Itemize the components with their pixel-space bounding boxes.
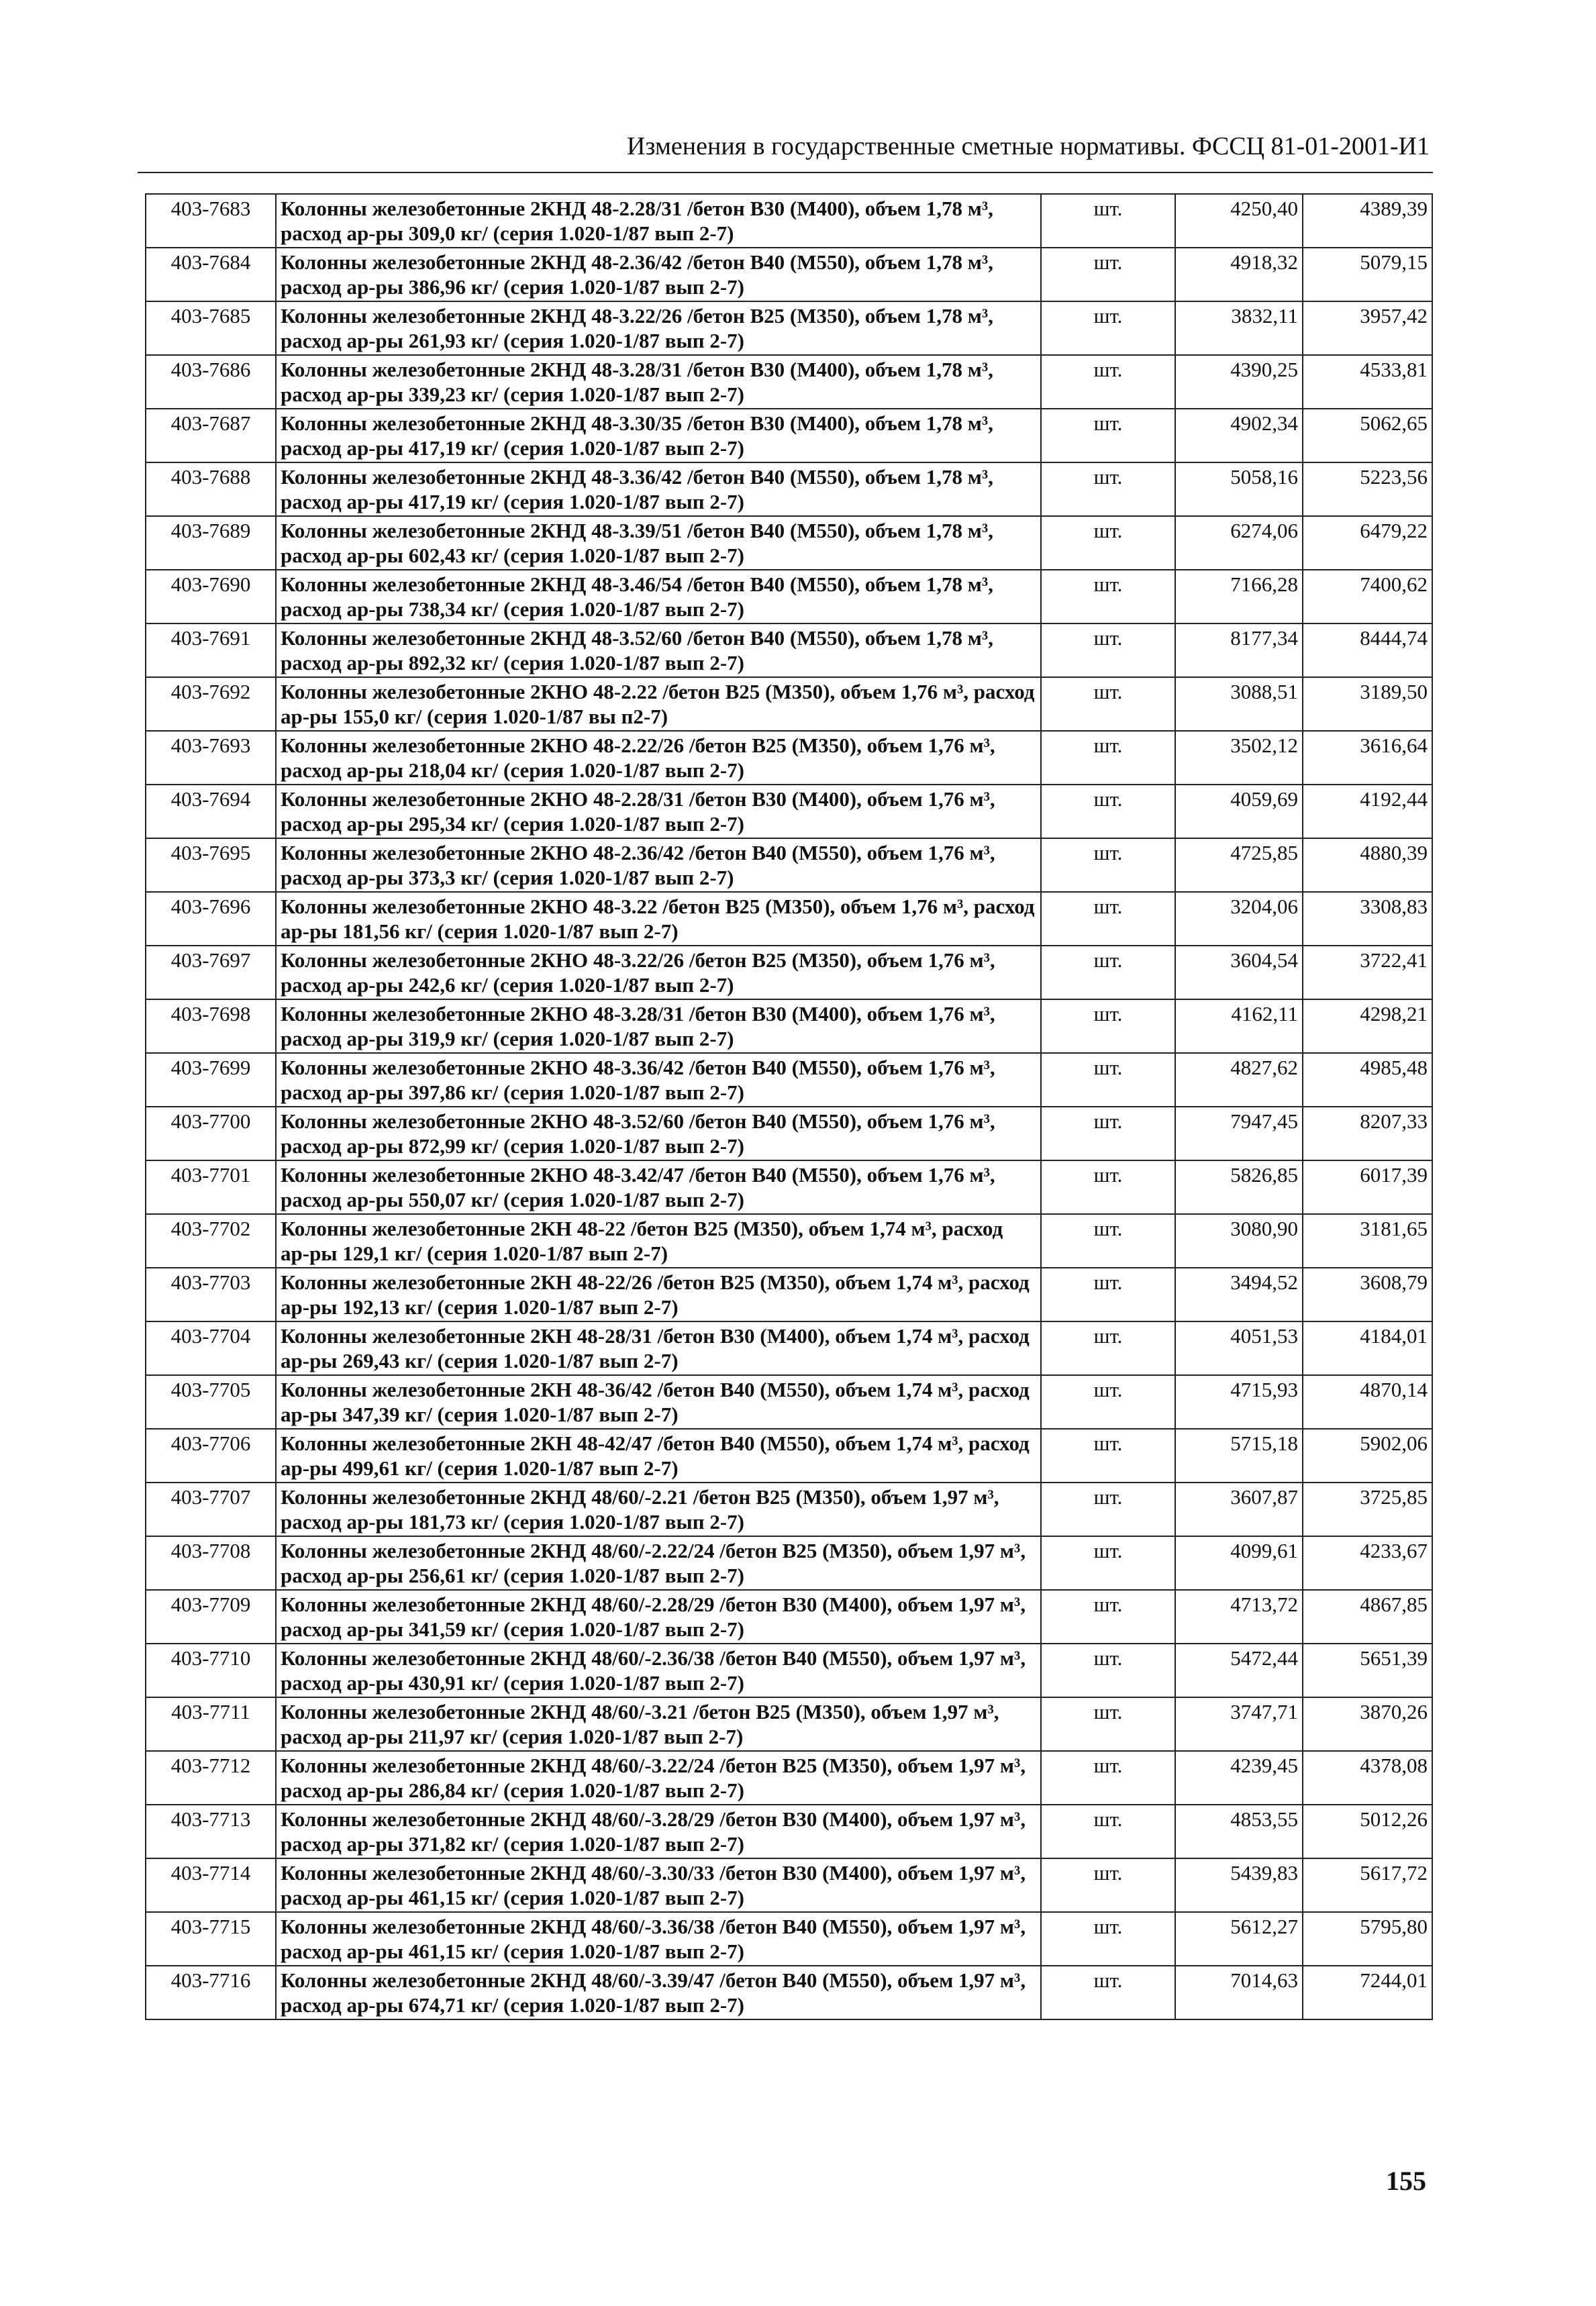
price-cell-2: 5012,26 [1303,1805,1432,1858]
table-row [146,516,1432,570]
price-cell-1: 4059,69 [1175,785,1303,838]
resource-code: 403-7713 [146,1805,276,1858]
price-cell-1: 4162,11 [1175,999,1303,1053]
price-cell-1: 7014,63 [1175,1966,1303,2019]
unit-cell: шт. [1041,462,1175,516]
unit-cell: шт. [1041,623,1175,677]
unit-cell: шт. [1041,248,1175,301]
price-cell-1: 3502,12 [1175,731,1303,785]
unit-cell: шт. [1041,516,1175,570]
unit-cell: шт. [1041,999,1175,1053]
table-row [146,892,1432,946]
resource-code: 403-7705 [146,1375,276,1429]
price-cell-2: 3616,64 [1303,731,1432,785]
price-cell-1: 5058,16 [1175,462,1303,516]
resource-description: Колонны железобетонные 2КНО 48-2.36/42 /бетон В40 (М550), объем 1,76 м³, расход ар-ры 373,3 кг/ (серия 1.020-1/87 вып 2-7) [276,838,1041,892]
unit-cell: шт. [1041,409,1175,462]
resource-description: Колонны железобетонные 2КНД 48/60/-2.21 /бетон В25 (М350), объем 1,97 м³, расход ар-ры 181,73 кг/ (серия 1.020-1/87 вып 2-7) [276,1483,1041,1536]
price-cell-2: 4192,44 [1303,785,1432,838]
resource-code: 403-7708 [146,1536,276,1590]
price-cell-2: 4867,85 [1303,1590,1432,1644]
resource-description: Колонны железобетонные 2КНД 48/60/-2.28/29 /бетон В30 (М400), объем 1,97 м³, расход ар-ры 341,59 кг/ (серия 1.020-1/87 вып 2-7) [276,1590,1041,1644]
unit-cell: шт. [1041,1751,1175,1805]
table-row [146,1644,1432,1697]
unit-cell: шт. [1041,1858,1175,1912]
price-cell-2: 7400,62 [1303,570,1432,623]
price-cell-1: 4390,25 [1175,355,1303,409]
table-row [146,1268,1432,1321]
table-row [146,1751,1432,1805]
unit-cell: шт. [1041,1590,1175,1644]
price-cell-1: 4827,62 [1175,1053,1303,1107]
price-table [145,193,1433,2020]
price-cell-1: 3080,90 [1175,1214,1303,1268]
unit-cell: шт. [1041,570,1175,623]
price-cell-1: 4725,85 [1175,838,1303,892]
unit-cell: шт. [1041,1805,1175,1858]
price-cell-1: 4713,72 [1175,1590,1303,1644]
price-cell-2: 5223,56 [1303,462,1432,516]
resource-code: 403-7696 [146,892,276,946]
table-row [146,838,1432,892]
table-row [146,462,1432,516]
resource-description: Колонны железобетонные 2КНД 48/60/-2.36/38 /бетон В40 (М550), объем 1,97 м³, расход ар-ры 430,91 кг/ (серия 1.020-1/87 вып 2-7) [276,1644,1041,1697]
resource-description: Колонны железобетонные 2КНД 48-3.52/60 /бетон В40 (М550), объем 1,78 м³, расход ар-ры 892,32 кг/ (серия 1.020-1/87 вып 2-7) [276,623,1041,677]
resource-description: Колонны железобетонные 2КНД 48/60/-2.22/24 /бетон В25 (М350), объем 1,97 м³, расход ар-ры 256,61 кг/ (серия 1.020-1/87 вып 2-7) [276,1536,1041,1590]
price-cell-1: 4239,45 [1175,1751,1303,1805]
resource-description: Колонны железобетонные 2КНО 48-2.22 /бетон В25 (М350), объем 1,76 м³, расход ар-ры 155,0 кг/ (серия 1.020-1/87 вы п2-7) [276,677,1041,731]
table-row [146,1483,1432,1536]
table-row [146,1053,1432,1107]
unit-cell: шт. [1041,1429,1175,1483]
price-cell-1: 3607,87 [1175,1483,1303,1536]
resource-code: 403-7715 [146,1912,276,1966]
table-row [146,785,1432,838]
unit-cell: шт. [1041,355,1175,409]
price-cell-2: 7244,01 [1303,1966,1432,2019]
price-cell-2: 3308,83 [1303,892,1432,946]
price-cell-2: 5079,15 [1303,248,1432,301]
price-cell-2: 6017,39 [1303,1160,1432,1214]
price-cell-1: 8177,34 [1175,623,1303,677]
resource-code: 403-7695 [146,838,276,892]
unit-cell: шт. [1041,1483,1175,1536]
price-cell-2: 3608,79 [1303,1268,1432,1321]
price-cell-2: 3957,42 [1303,301,1432,355]
table-row [146,999,1432,1053]
price-cell-1: 3204,06 [1175,892,1303,946]
price-cell-2: 3870,26 [1303,1697,1432,1751]
price-cell-2: 3189,50 [1303,677,1432,731]
price-cell-2: 4184,01 [1303,1321,1432,1375]
unit-cell: шт. [1041,1268,1175,1321]
table-row [146,194,1432,248]
resource-code: 403-7703 [146,1268,276,1321]
table-row [146,301,1432,355]
unit-cell: шт. [1041,946,1175,999]
unit-cell: шт. [1041,1697,1175,1751]
resource-code: 403-7707 [146,1483,276,1536]
price-cell-2: 4233,67 [1303,1536,1432,1590]
resource-code: 403-7702 [146,1214,276,1268]
table-row [146,731,1432,785]
resource-code: 403-7683 [146,194,276,248]
price-cell-2: 4389,39 [1303,194,1432,248]
page-header: Изменения в государственные сметные нормативы. ФССЦ 81-01-2001-И1 [626,132,1430,160]
price-cell-1: 4051,53 [1175,1321,1303,1375]
table-row [146,1858,1432,1912]
unit-cell: шт. [1041,785,1175,838]
price-cell-2: 5617,72 [1303,1858,1432,1912]
price-cell-1: 3494,52 [1175,1268,1303,1321]
price-cell-2: 4378,08 [1303,1751,1432,1805]
table-row [146,1321,1432,1375]
unit-cell: шт. [1041,1375,1175,1429]
resource-description: Колонны железобетонные 2КНД 48-3.28/31 /бетон В30 (М400), объем 1,78 м³, расход ар-ры 339,23 кг/ (серия 1.020-1/87 вып 2-7) [276,355,1041,409]
unit-cell: шт. [1041,1214,1175,1268]
unit-cell: шт. [1041,1107,1175,1160]
resource-description: Колонны железобетонные 2КНД 48-3.30/35 /бетон В30 (М400), объем 1,78 м³, расход ар-ры 417,19 кг/ (серия 1.020-1/87 вып 2-7) [276,409,1041,462]
resource-code: 403-7688 [146,462,276,516]
table-row [146,355,1432,409]
resource-code: 403-7691 [146,623,276,677]
resource-description: Колонны железобетонные 2КНД 48-2.36/42 /бетон В40 (М550), объем 1,78 м³, расход ар-ры 386,96 кг/ (серия 1.020-1/87 вып 2-7) [276,248,1041,301]
table-row [146,1590,1432,1644]
resource-code: 403-7714 [146,1858,276,1912]
resource-description: Колонны железобетонные 2КНО 48-3.22/26 /бетон В25 (М350), объем 1,76 м³, расход ар-ры 242,6 кг/ (серия 1.020-1/87 вып 2-7) [276,946,1041,999]
price-cell-2: 4870,14 [1303,1375,1432,1429]
resource-code: 403-7701 [146,1160,276,1214]
price-cell-1: 4099,61 [1175,1536,1303,1590]
unit-cell: шт. [1041,1321,1175,1375]
unit-cell: шт. [1041,677,1175,731]
resource-code: 403-7704 [146,1321,276,1375]
unit-cell: шт. [1041,892,1175,946]
resource-code: 403-7716 [146,1966,276,2019]
resource-description: Колонны железобетонные 2КН 48-36/42 /бетон В40 (М550), объем 1,74 м³, расход ар-ры 347,39 кг/ (серия 1.020-1/87 вып 2-7) [276,1375,1041,1429]
resource-code: 403-7710 [146,1644,276,1697]
table-row [146,1214,1432,1268]
unit-cell: шт. [1041,1160,1175,1214]
price-table-body [146,194,1432,2019]
resource-code: 403-7694 [146,785,276,838]
resource-code: 403-7685 [146,301,276,355]
price-cell-2: 6479,22 [1303,516,1432,570]
price-cell-1: 5715,18 [1175,1429,1303,1483]
price-cell-1: 4853,55 [1175,1805,1303,1858]
price-cell-2: 3181,65 [1303,1214,1432,1268]
resource-code: 403-7699 [146,1053,276,1107]
resource-description: Колонны железобетонные 2КНД 48/60/-3.22/24 /бетон В25 (М350), объем 1,97 м³, расход ар-ры 286,84 кг/ (серия 1.020-1/87 вып 2-7) [276,1751,1041,1805]
table-row [146,1966,1432,2019]
price-cell-2: 5902,06 [1303,1429,1432,1483]
table-row [146,1160,1432,1214]
resource-code: 403-7687 [146,409,276,462]
price-cell-1: 4250,40 [1175,194,1303,248]
unit-cell: шт. [1041,838,1175,892]
resource-code: 403-7690 [146,570,276,623]
price-cell-1: 5472,44 [1175,1644,1303,1697]
table-row [146,1536,1432,1590]
price-cell-1: 4715,93 [1175,1375,1303,1429]
price-cell-1: 3747,71 [1175,1697,1303,1751]
price-cell-2: 4533,81 [1303,355,1432,409]
unit-cell: шт. [1041,1053,1175,1107]
table-row [146,1429,1432,1483]
table-row [146,1805,1432,1858]
resource-description: Колонны железобетонные 2КНД 48-3.22/26 /бетон В25 (М350), объем 1,78 м³, расход ар-ры 261,93 кг/ (серия 1.020-1/87 вып 2-7) [276,301,1041,355]
resource-description: Колонны железобетонные 2КНД 48-3.36/42 /бетон В40 (М550), объем 1,78 м³, расход ар-ры 417,19 кг/ (серия 1.020-1/87 вып 2-7) [276,462,1041,516]
table-row [146,946,1432,999]
resource-code: 403-7692 [146,677,276,731]
table-row [146,570,1432,623]
resource-code: 403-7686 [146,355,276,409]
price-cell-1: 7166,28 [1175,570,1303,623]
page-number: 155 [1386,2166,1426,2196]
price-cell-1: 3088,51 [1175,677,1303,731]
unit-cell: шт. [1041,1912,1175,1966]
resource-description: Колонны железобетонные 2КН 48-22 /бетон В25 (М350), объем 1,74 м³, расход ар-ры 129,1 кг/ (серия 1.020-1/87 вып 2-7) [276,1214,1041,1268]
unit-cell: шт. [1041,1644,1175,1697]
resource-description: Колонны железобетонные 2КНД 48-3.46/54 /бетон В40 (М550), объем 1,78 м³, расход ар-ры 738,34 кг/ (серия 1.020-1/87 вып 2-7) [276,570,1041,623]
resource-description: Колонны железобетонные 2КНО 48-3.42/47 /бетон В40 (М550), объем 1,76 м³, расход ар-ры 550,07 кг/ (серия 1.020-1/87 вып 2-7) [276,1160,1041,1214]
price-cell-1: 3604,54 [1175,946,1303,999]
table-row [146,677,1432,731]
resource-code: 403-7693 [146,731,276,785]
price-cell-2: 3722,41 [1303,946,1432,999]
table-row [146,409,1432,462]
resource-code: 403-7697 [146,946,276,999]
price-cell-2: 4298,21 [1303,999,1432,1053]
resource-code: 403-7709 [146,1590,276,1644]
resource-code: 403-7689 [146,516,276,570]
resource-description: Колонны железобетонные 2КНО 48-3.36/42 /бетон В40 (М550), объем 1,76 м³, расход ар-ры 397,86 кг/ (серия 1.020-1/87 вып 2-7) [276,1053,1041,1107]
price-cell-2: 5062,65 [1303,409,1432,462]
price-cell-1: 7947,45 [1175,1107,1303,1160]
resource-description: Колонны железобетонные 2КНД 48/60/-3.39/47 /бетон В40 (М550), объем 1,97 м³, расход ар-ры 674,71 кг/ (серия 1.020-1/87 вып 2-7) [276,1966,1041,2019]
resource-code: 403-7684 [146,248,276,301]
price-cell-2: 4880,39 [1303,838,1432,892]
unit-cell: шт. [1041,1966,1175,2019]
resource-description: Колонны железобетонные 2КНД 48-3.39/51 /бетон В40 (М550), объем 1,78 м³, расход ар-ры 602,43 кг/ (серия 1.020-1/87 вып 2-7) [276,516,1041,570]
table-row [146,1697,1432,1751]
price-cell-1: 3832,11 [1175,301,1303,355]
table-row [146,1375,1432,1429]
header-rule [138,172,1433,173]
unit-cell: шт. [1041,301,1175,355]
resource-description: Колонны железобетонные 2КН 48-28/31 /бетон В30 (М400), объем 1,74 м³, расход ар-ры 269,43 кг/ (серия 1.020-1/87 вып 2-7) [276,1321,1041,1375]
unit-cell: шт. [1041,731,1175,785]
resource-code: 403-7712 [146,1751,276,1805]
unit-cell: шт. [1041,1536,1175,1590]
price-cell-2: 4985,48 [1303,1053,1432,1107]
table-row [146,248,1432,301]
resource-description: Колонны железобетонные 2КНО 48-3.22 /бетон В25 (М350), объем 1,76 м³, расход ар-ры 181,56 кг/ (серия 1.020-1/87 вып 2-7) [276,892,1041,946]
price-cell-1: 4918,32 [1175,248,1303,301]
price-cell-2: 8444,74 [1303,623,1432,677]
price-cell-1: 5826,85 [1175,1160,1303,1214]
resource-description: Колонны железобетонные 2КНД 48/60/-3.36/38 /бетон В40 (М550), объем 1,97 м³, расход ар-ры 461,15 кг/ (серия 1.020-1/87 вып 2-7) [276,1912,1041,1966]
resource-description: Колонны железобетонные 2КНД 48/60/-3.28/29 /бетон В30 (М400), объем 1,97 м³, расход ар-ры 371,82 кг/ (серия 1.020-1/87 вып 2-7) [276,1805,1041,1858]
price-cell-1: 4902,34 [1175,409,1303,462]
resource-description: Колонны железобетонные 2КНД 48-2.28/31 /бетон В30 (М400), объем 1,78 м³, расход ар-ры 309,0 кг/ (серия 1.020-1/87 вып 2-7) [276,194,1041,248]
table-row [146,623,1432,677]
price-cell-2: 3725,85 [1303,1483,1432,1536]
resource-code: 403-7706 [146,1429,276,1483]
price-cell-2: 8207,33 [1303,1107,1432,1160]
resource-description: Колонны железобетонные 2КН 48-42/47 /бетон В40 (М550), объем 1,74 м³, расход ар-ры 499,61 кг/ (серия 1.020-1/87 вып 2-7) [276,1429,1041,1483]
resource-code: 403-7700 [146,1107,276,1160]
price-cell-1: 6274,06 [1175,516,1303,570]
price-cell-2: 5651,39 [1303,1644,1432,1697]
resource-description: Колонны железобетонные 2КНО 48-3.52/60 /бетон В40 (М550), объем 1,76 м³, расход ар-ры 872,99 кг/ (серия 1.020-1/87 вып 2-7) [276,1107,1041,1160]
price-cell-2: 5795,80 [1303,1912,1432,1966]
resource-description: Колонны железобетонные 2КНО 48-2.28/31 /бетон В30 (М400), объем 1,76 м³, расход ар-ры 295,34 кг/ (серия 1.020-1/87 вып 2-7) [276,785,1041,838]
resource-code: 403-7711 [146,1697,276,1751]
resource-code: 403-7698 [146,999,276,1053]
unit-cell: шт. [1041,194,1175,248]
price-cell-1: 5612,27 [1175,1912,1303,1966]
resource-description: Колонны железобетонные 2КНО 48-2.22/26 /бетон В25 (М350), объем 1,76 м³, расход ар-ры 218,04 кг/ (серия 1.020-1/87 вып 2-7) [276,731,1041,785]
table-row [146,1912,1432,1966]
resource-description: Колонны железобетонные 2КНД 48/60/-3.21 /бетон В25 (М350), объем 1,97 м³, расход ар-ры 211,97 кг/ (серия 1.020-1/87 вып 2-7) [276,1697,1041,1751]
price-cell-1: 5439,83 [1175,1858,1303,1912]
resource-description: Колонны железобетонные 2КНО 48-3.28/31 /бетон В30 (М400), объем 1,76 м³, расход ар-ры 319,9 кг/ (серия 1.020-1/87 вып 2-7) [276,999,1041,1053]
resource-description: Колонны железобетонные 2КН 48-22/26 /бетон В25 (М350), объем 1,74 м³, расход ар-ры 192,13 кг/ (серия 1.020-1/87 вып 2-7) [276,1268,1041,1321]
resource-description: Колонны железобетонные 2КНД 48/60/-3.30/33 /бетон В30 (М400), объем 1,97 м³, расход ар-ры 461,15 кг/ (серия 1.020-1/87 вып 2-7) [276,1858,1041,1912]
table-row [146,1107,1432,1160]
